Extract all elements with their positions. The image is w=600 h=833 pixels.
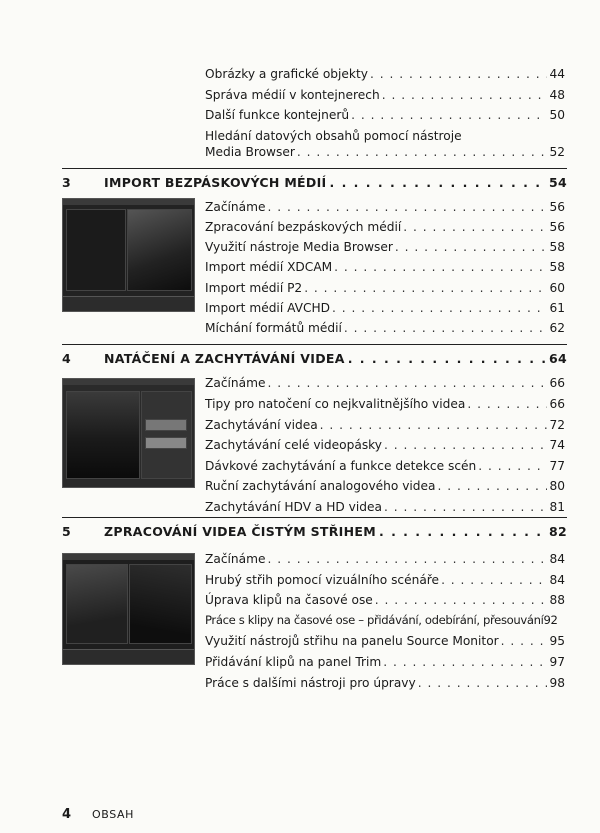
- toc-entry: [205, 675, 565, 691]
- chapter-screenshot: [62, 198, 195, 312]
- toc-entry-page: 95: [549, 634, 565, 648]
- toc-entry: [205, 87, 565, 103]
- toc-leader: [418, 675, 548, 691]
- toc-entry: [205, 551, 565, 567]
- toc-entry: [205, 144, 565, 160]
- toc-entry: [205, 417, 565, 433]
- toc-leader: [384, 437, 547, 453]
- toc-entry: [205, 128, 565, 144]
- toc-entry-page: 58: [549, 260, 565, 274]
- chapter-screenshot: [62, 378, 195, 488]
- toc-leader: [344, 320, 548, 336]
- chapter-screenshot: [62, 553, 195, 665]
- toc-entry: [205, 199, 565, 215]
- toc-entry-title: Obrázky a grafické objekty: [205, 67, 368, 81]
- chapter-page: 54: [549, 175, 567, 190]
- toc-entry-page: 84: [549, 573, 565, 587]
- toc-entry: [205, 437, 565, 453]
- toc-entry-title: Práce s klipy na časové ose – přidávání, odebírání, přesouvání: [205, 613, 544, 627]
- toc-entry: [205, 612, 565, 628]
- toc-entry-page: 92: [543, 613, 558, 627]
- chapter-title: ZPRACOVÁNÍ VIDEA ČISTÝM STŘIHEM: [104, 524, 376, 539]
- toc-leader: [383, 654, 547, 670]
- toc-entry: [205, 592, 565, 608]
- toc-leader: [501, 633, 548, 649]
- chapter-number: 3: [62, 175, 71, 190]
- toc-entry-page: 72: [549, 418, 565, 432]
- toc-entry-title: Míchání formátů médií: [205, 321, 342, 335]
- toc-entry: [205, 300, 565, 316]
- toc-entry-page: 80: [549, 479, 565, 493]
- footer-label: OBSAH: [92, 808, 134, 821]
- toc-entry-page: 60: [549, 281, 565, 295]
- toc-leader: [438, 478, 548, 494]
- toc-entry-title: Tipy pro natočení co nejkvalitnějšího videa: [205, 397, 466, 411]
- toc-entry: [205, 654, 565, 670]
- toc-entry-page: 66: [549, 397, 565, 411]
- toc-entry-page: 58: [549, 240, 565, 254]
- toc-entry-page: 56: [549, 200, 565, 214]
- toc-entry: [205, 478, 565, 494]
- toc-entry: [205, 375, 565, 391]
- toc-entry-title: Dávkové zachytávání a funkce detekce scén: [205, 459, 477, 473]
- toc-entry: [205, 320, 565, 336]
- toc-entry: [205, 572, 565, 588]
- toc-leader: [379, 524, 546, 539]
- toc-entry-title: Zachytávání HDV a HD videa: [205, 500, 382, 514]
- toc-leader: [478, 458, 547, 474]
- footer-page-number: 4: [62, 807, 72, 822]
- toc-entry-page: 98: [549, 676, 565, 690]
- toc-entry-page: 48: [549, 88, 565, 102]
- toc-leader: [297, 144, 548, 160]
- toc-entry-page: 56: [549, 220, 565, 234]
- toc-leader: [351, 107, 547, 123]
- toc-leader: [320, 417, 548, 433]
- toc-entry: [205, 499, 565, 515]
- toc-entry-page: 74: [549, 438, 565, 452]
- toc-entry-title: Využití nástrojů střihu na panelu Source Monitor: [205, 634, 499, 648]
- toc-entry-page: 77: [549, 459, 565, 473]
- toc-leader: [267, 199, 547, 215]
- toc-entry-page: 84: [549, 552, 565, 566]
- toc-entry: [205, 633, 565, 649]
- toc-entry-title: Správa médií v kontejnerech: [205, 88, 380, 102]
- toc-entry-title: Zachytávání celé videopásky: [205, 438, 383, 452]
- toc-entry: [205, 239, 565, 255]
- toc-entry-title: Začínáme: [205, 376, 266, 390]
- toc-entry: [205, 458, 565, 474]
- toc-leader: [441, 572, 547, 588]
- toc-leader: [370, 66, 548, 82]
- toc-entry-title: Import médií P2: [205, 281, 303, 295]
- chapter-title: IMPORT BEZPÁSKOVÝCH MÉDIÍ: [104, 175, 327, 190]
- toc-entry: [205, 219, 565, 235]
- toc-leader: [384, 499, 548, 515]
- toc-leader: [267, 551, 547, 567]
- toc-entry-title-line2: Media Browser: [205, 145, 295, 159]
- toc-entry-title: Využití nástroje Media Browser: [205, 240, 393, 254]
- chapter-number: 5: [62, 524, 71, 539]
- chapter-page: 82: [549, 524, 567, 539]
- toc-entry-title: Ruční zachytávání analogového videa: [205, 479, 436, 493]
- toc-entry-title: Úprava klipů na časové ose: [205, 593, 373, 607]
- toc-leader: [382, 87, 548, 103]
- chapter-heading: [62, 524, 567, 539]
- toc-entry-title: Zpracování bezpáskových médií: [205, 220, 402, 234]
- toc-entry-title-line1: Hledání datových obsahů pomocí nástroje: [205, 129, 462, 143]
- toc-entry-title: Další funkce kontejnerů: [205, 108, 350, 122]
- chapter-heading: [62, 175, 567, 190]
- toc-entry: [205, 107, 565, 123]
- toc-leader: [304, 280, 547, 296]
- toc-entry-page: 88: [549, 593, 565, 607]
- toc-entry-title: Začínáme: [205, 200, 266, 214]
- toc-entry-page: 50: [549, 108, 565, 122]
- chapter-divider: [62, 168, 567, 169]
- toc-leader: [375, 592, 548, 608]
- toc-entry-page: 52: [549, 145, 565, 159]
- toc-leader: [467, 396, 547, 412]
- chapter-heading: [62, 351, 567, 366]
- toc-entry-title: Zachytávání videa: [205, 418, 318, 432]
- toc-entry: [205, 396, 565, 412]
- toc-leader: [395, 239, 548, 255]
- toc-entry-page: 62: [549, 321, 565, 335]
- chapter-divider: [62, 517, 567, 518]
- toc-entry-title: Práce s dalšími nástroji pro úpravy: [205, 676, 416, 690]
- chapter-page: 64: [549, 351, 567, 366]
- chapter-title: NATÁČENÍ A ZACHYTÁVÁNÍ VIDEA: [104, 351, 345, 366]
- toc-entry-page: 66: [549, 376, 565, 390]
- toc-leader: [267, 375, 547, 391]
- toc-entry-title: Import médií XDCAM: [205, 260, 333, 274]
- chapter-divider: [62, 344, 567, 345]
- toc-entry: [205, 280, 565, 296]
- toc-leader: [403, 219, 547, 235]
- toc-entry-title: Import médií AVCHD: [205, 301, 331, 315]
- toc-entry-page: 81: [549, 500, 565, 514]
- toc-leader: [348, 351, 546, 366]
- toc-entry: [205, 259, 565, 275]
- toc-entry-title: Přidávání klipů na panel Trim: [205, 655, 382, 669]
- toc-leader: [329, 175, 546, 190]
- toc-entry-page: 44: [549, 67, 565, 81]
- toc-entry-page: 97: [549, 655, 565, 669]
- chapter-number: 4: [62, 351, 71, 366]
- toc-entry: [205, 66, 565, 82]
- toc-entry-title: Začínáme: [205, 552, 266, 566]
- toc-entry-title: Hrubý střih pomocí vizuálního scénáře: [205, 573, 440, 587]
- toc-leader: [332, 300, 547, 316]
- toc-entry-page: 61: [549, 301, 565, 315]
- toc-leader: [334, 259, 547, 275]
